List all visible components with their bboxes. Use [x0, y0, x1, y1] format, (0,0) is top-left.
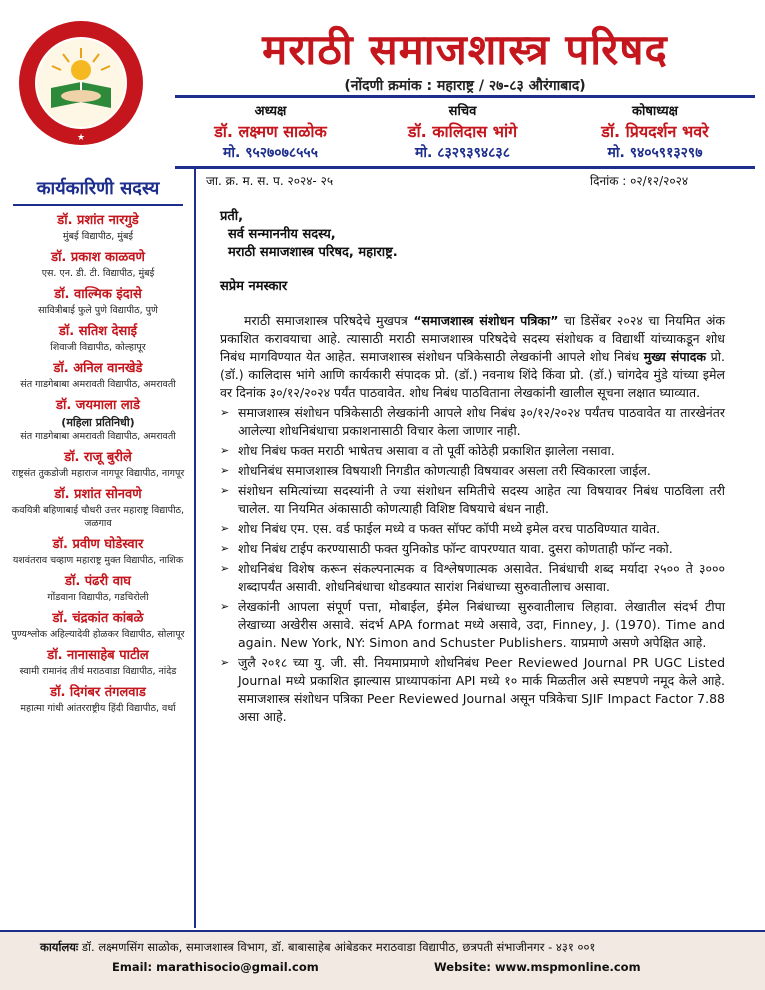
journal-name: “समाजशास्त्र संशोधन पत्रिका” — [413, 313, 559, 328]
member-affiliation: स्वामी रामानंद तीर्थ मराठवाडा विद्यापीठ, नांदेड — [19, 666, 177, 677]
treasurer-phone: मो. ९४०५९१३२९७ — [607, 145, 703, 161]
sidebar-divider — [13, 204, 183, 206]
para-text-2: चा डिसेंबर २०२४ चा नियमित अंक प्रकाशित करावयाचा आहे. त्यासाठी मराठी समाजशास्त्र परिषदेचे सदस्य संशोधक व विद्यार्थी यांच्याकडून शोध निबंध मागविण्यात येत आहेत. समाजशास्त्र संशोधन पत्रिकेसाठी लेखकांनी आपले शोध निबंध — [220, 313, 725, 364]
instruction-item: ➢ शोध निबंध टाईप करण्यासाठी फक्त युनिकोड फॉन्ट वापरण्यात यावा. दुसरा कोणताही फॉन्ट नको. — [238, 540, 725, 558]
letter-body — [220, 208, 725, 728]
footer-email: Email: marathisocio@gmail.com — [112, 960, 319, 974]
intro-paragraph — [220, 312, 725, 402]
letter-date: दिनांक : ०२/१२/२०२४ — [590, 174, 689, 188]
committee-member — [8, 286, 188, 317]
committee-member — [8, 486, 188, 530]
office-label: कार्यालयः — [40, 940, 79, 954]
member-name: डॉ. वाल्मिक इंदासे — [54, 287, 142, 302]
instruction-item: ➢ शोध निबंध फक्त मराठी भाषेतच असावा व तो पूर्वी कोठेही प्रकाशित झालेला नसावा. — [238, 442, 725, 460]
greeting: सप्रेम नमस्कार — [220, 279, 288, 294]
instruction-item: ➢ शोधनिबंध समाजशास्त्र विषयाशी निगडीत कोणत्याही विषयावर असला तरी स्विकारला जाईल. — [238, 462, 725, 480]
header-divider-bottom — [175, 166, 755, 169]
office-address — [40, 940, 760, 955]
header-divider — [175, 95, 755, 98]
chief-editor-label: मुख्य संपादक — [643, 349, 706, 364]
member-name: डॉ. प्रवीण घोडेस्वार — [52, 537, 144, 552]
org-title: मराठी समाजशास्त्र परिषद — [262, 25, 668, 74]
member-affiliation: पुण्यश्लोक अहिल्यादेवी होळकर विद्यापीठ, सोलापूर — [11, 629, 185, 640]
instruction-item: ➢ लेखकांनी आपला संपूर्ण पत्ता, मोबाईल, ईमेल निबंधाच्या सुरुवातीलाच लिहावा. लेखातील संदर्भ टीपा लेखाच्या अखेरीस असावे. संदर्भ APA format मध्ये असावे, उदा, Finney, J. (1970). Time and again. New York, NY: Simon and Schuster Publishers. याप्रमाणे असणे अपेक्षित आहे. — [238, 598, 725, 652]
instructions-list — [220, 404, 725, 726]
instruction-item: ➢ संशोधन समित्यांच्या सदस्यांनी ते ज्या संशोधन समितीचे सदस्य आहेत त्या विषयावर निबंध पाठविला तरी चालेल. या नियमित अंकासाठी कोणत्याही विशिष्ट विषयाचे बंधन नाही. — [238, 482, 725, 518]
member-affiliation: संत गाडगेबाबा अमरावती विद्यापीठ, अमरावती — [20, 379, 176, 390]
member-affiliation: संत गाडगेबाबा अमरावती विद्यापीठ, अमरावती — [20, 431, 176, 442]
committee-member — [8, 610, 188, 641]
member-name: डॉ. प्रशांत नारगुडे — [57, 213, 139, 228]
para-text-1: मराठी समाजशास्त्र परिषदेचे मुखपत्र — [244, 313, 414, 328]
member-affiliation: गोंडवाना विद्यापीठ, गडचिरोली — [47, 592, 149, 603]
committee-member — [8, 360, 188, 391]
member-name: डॉ. नानासाहेब पाटील — [47, 648, 149, 663]
member-affiliation: कवयित्री बहिणाबाई चौधरी उत्तर महाराष्ट्र विद्यापीठ, जळगाव — [11, 505, 185, 529]
member-note: (महिला प्रतिनिधी) — [61, 416, 135, 429]
footer-website: Website: www.mspmonline.com — [434, 960, 641, 974]
committee-member — [8, 397, 188, 443]
member-affiliation: शिवाजी विद्यापीठ, कोल्हापूर — [50, 342, 146, 353]
member-name: डॉ. प्रकाश काळवणे — [51, 250, 145, 265]
president-phone: मो. ९५२७०७८५५५ — [223, 145, 318, 161]
sidebar-title: कार्यकारिणी सदस्य — [36, 178, 160, 199]
instruction-item: ➢ समाजशास्त्र संशोधन पत्रिकेसाठी लेखकांनी आपले शोध निबंध ३०/१२/२०२४ पर्यंतच पाठवावेत या तारखेनंतर आलेल्या शोधनिबंधाचा प्रकाशनासाठी विचार केला जाणार नाही. — [238, 404, 725, 440]
member-name: डॉ. चंद्रकांत कांबळे — [52, 611, 144, 626]
committee-member — [8, 323, 188, 354]
member-name: डॉ. राजू बुरीले — [64, 450, 132, 465]
instruction-item: ➢ शोधनिबंध विशेष करून संकल्पनात्मक व विश्लेषणात्मक असावेत. निबंधाची शब्द मर्यादा २५०० ते ३००० शब्दापर्यंत असावी. शोधनिबंधाचा थोडक्यात सारांश निबंधाच्या सुरुवातीलाच असावा. — [238, 560, 725, 596]
committee-member — [8, 647, 188, 678]
member-name: डॉ. अनिल वानखेडे — [53, 361, 143, 376]
committee-member — [8, 573, 188, 604]
member-name: डॉ. प्रशांत सोनवणे — [54, 487, 142, 502]
committee-member — [8, 249, 188, 280]
to-label: प्रती, — [220, 209, 244, 224]
executive-committee-sidebar — [8, 168, 188, 920]
committee-member — [8, 449, 188, 480]
treasurer-name: डॉ. प्रियदर्शन भवरे — [601, 122, 709, 141]
office-address-text: डॉ. लक्ष्मणसिंग साळोक, समाजशास्त्र विभाग, डॉ. बाबासाहेब आंबेडकर मराठवाडा विद्यापीठ, छत्रपती संभाजीनगर - ४३१ ००१ — [78, 940, 596, 954]
reference-number: जा. क्र. म. स. प. २०२४- २५ — [206, 174, 334, 188]
secretary-name: डॉ. कालिदास भांगे — [407, 122, 518, 141]
org-logo — [14, 18, 148, 148]
member-name: डॉ. जयमाला लाडे — [56, 398, 140, 413]
recipient-line-1: सर्व सन्माननीय सदस्य, — [228, 227, 336, 242]
committee-member — [8, 684, 188, 715]
treasurer-role: कोषाध्यक्ष — [632, 104, 678, 119]
president-role: अध्यक्ष — [254, 104, 287, 119]
member-affiliation: एस. एन. डी. टी. विद्यापीठ, मुंबई — [41, 268, 155, 279]
recipient-line-2: मराठी समाजशास्त्र परिषद, महाराष्ट्र. — [228, 245, 398, 260]
secretary-phone: मो. ८३२९३९४८३८ — [415, 145, 510, 161]
secretary-role: सचिव — [448, 104, 477, 119]
member-affiliation: यशवंतराव चव्हाण महाराष्ट्र मुक्त विद्यापीठ, नाशिक — [12, 555, 184, 566]
member-name: डॉ. सतिश देसाई — [58, 324, 138, 339]
svg-text:★: ★ — [76, 133, 86, 143]
member-affiliation: महात्मा गांधी आंतरराष्ट्रीय हिंदी विद्यापीठ, वर्धा — [20, 703, 176, 714]
instruction-item: ➢ शोध निबंध एम. एस. वर्ड फाईल मध्ये व फक्त सॉफ्ट कॉपी मध्ये इमेल वरच पाठविण्यात यावेत. — [238, 520, 725, 538]
registration-number: (नोंदणी क्रमांक : महाराष्ट्र / २७-८३ औरंगाबाद) — [344, 78, 586, 94]
member-name: डॉ. दिगंबर तंगलवाड — [50, 685, 146, 700]
committee-member — [8, 212, 188, 243]
committee-member — [8, 536, 188, 567]
president-name: डॉ. लक्ष्मण साळोक — [214, 122, 327, 141]
member-affiliation: मुंबई विद्यापीठ, मुंबई — [62, 231, 134, 242]
member-affiliation: सावित्रीबाई फुले पुणे विद्यापीठ, पुणे — [38, 305, 158, 316]
instruction-item: ➢ जुलै २०१८ च्या यु. जी. सी. नियमाप्रमाणे शोधनिबंध Peer Reviewed Journal PR UGC Listed Journal मध्ये प्रकाशित झाल्यास प्राध्यापकांना API मध्ये १० मार्क मिळतील असे स्पष्टपणे नमूद केले आहे. समाजशास्त्र संशोधन पत्रिका Peer Reviewed Journal असून पत्रिकेचा SJIF Impact Factor 7.88 असा आहे. — [238, 654, 725, 726]
sidebar-divider-vertical — [194, 168, 196, 928]
member-affiliation: राष्ट्रसंत तुकडोजी महाराज नागपूर विद्यापीठ, नागपूर — [11, 468, 185, 479]
member-name: डॉ. पंढरी वाघ — [65, 574, 131, 589]
para-text-3: प्रो. (डॉ.) कालिदास भांगे आणि कार्यकारी संपादक प्रो. (डॉ.) नवनाथ शिंदे किंवा प्रो. (डॉ.) चांगदेव मुंडे यांच्या इमेल वर दिनांक ३०/१२/२०२४ पर्यंत पाठवावेत. शोध निबंध पाठविताना लेखकांनी खालील सूचना लक्षात घ्याव्यात. — [220, 349, 725, 400]
